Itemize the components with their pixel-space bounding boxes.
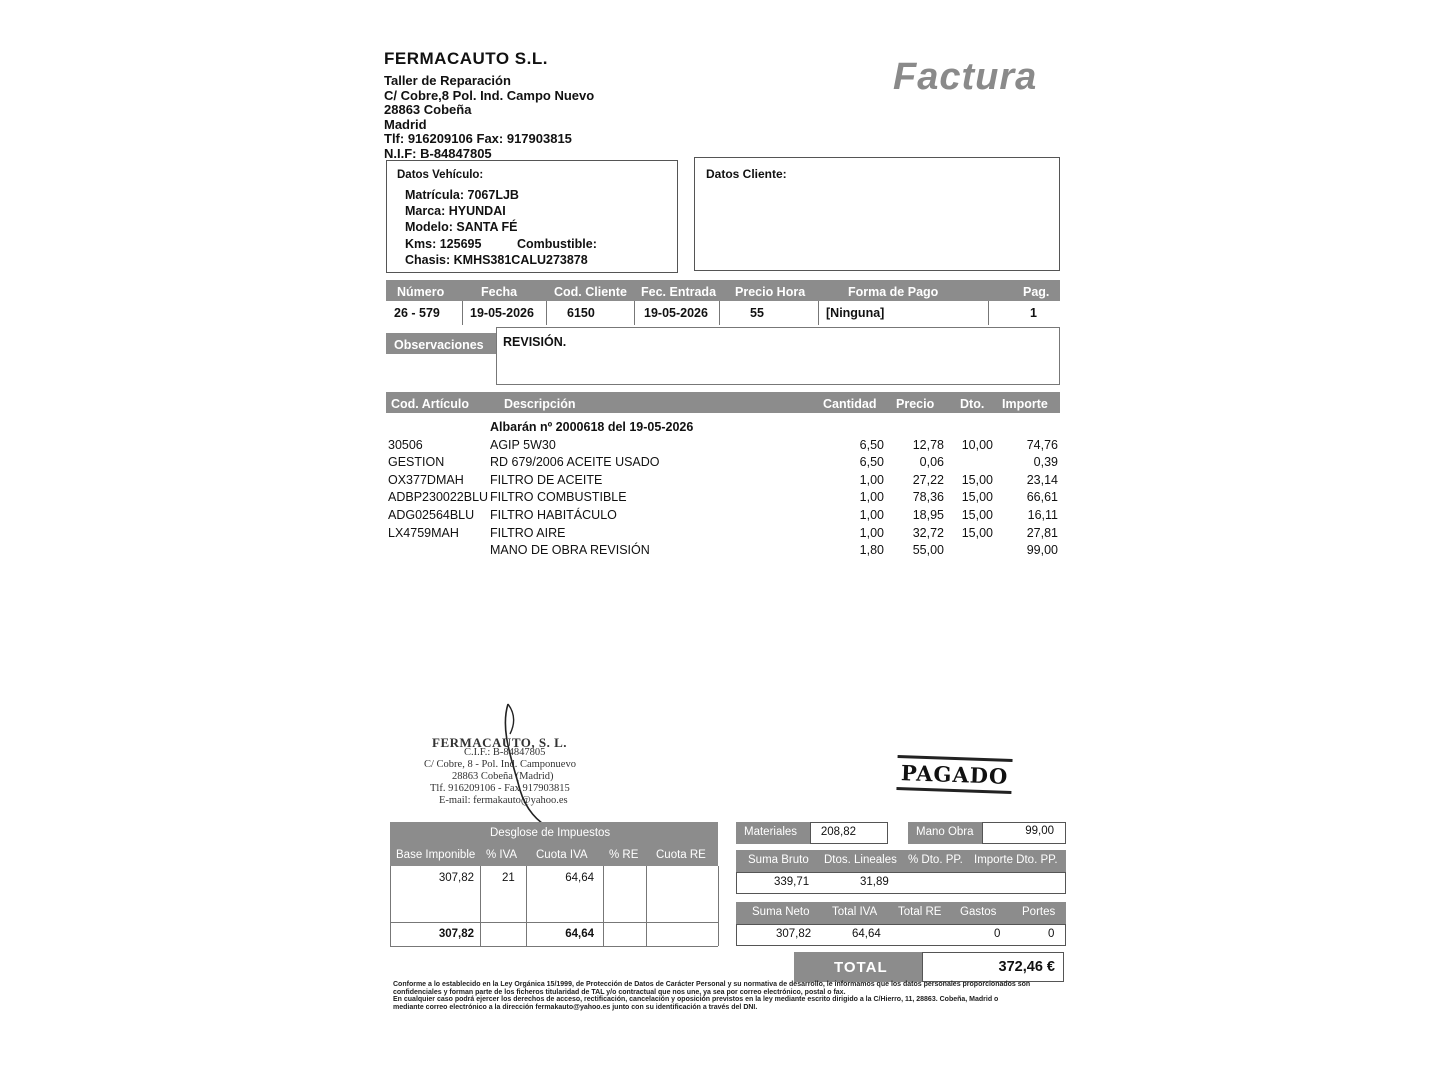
item-desc: RD 679/2006 ACEITE USADO <box>490 455 660 470</box>
legal-line: Conforme a lo establecido en la Ley Orgánica 15/1999, de Protección de Datos de Carácter Personal y su normativa de desarrollo, le informamos que los datos personales proporcionados son <box>393 981 1031 988</box>
item-code: ADBP230022BLU <box>388 490 489 505</box>
tax-header: Cuota RE <box>656 849 706 861</box>
stamp-city: 28863 Cobeña (Madrid) <box>452 771 554 782</box>
header-label: Fec. Entrada <box>641 285 717 299</box>
item-desc: AGIP 5W30 <box>490 437 556 452</box>
items-header-bar <box>386 392 1060 413</box>
summary-header: Importe Dto. PP. <box>974 854 1058 866</box>
summary-header: Gastos <box>960 906 997 918</box>
net-sum: 307,82 <box>776 928 812 940</box>
observations-label: Observaciones <box>394 338 484 352</box>
table-row <box>386 490 1060 508</box>
item-amount: 74,76 <box>1026 437 1058 452</box>
legal-line: En cualquier caso podrá ejercer los derechos de acceso, rectificación, cancelación y oposición previstos en la ley mediante escrito dirigido a la C/Hierro, 11, 28863. Cobeña, Madrid o <box>393 996 999 1004</box>
item-price: 78,36 <box>912 490 944 505</box>
total-label: TOTAL <box>834 959 888 976</box>
item-desc: FILTRO HABITÁCULO <box>490 507 617 522</box>
tax-amount: 64,64 <box>565 872 594 884</box>
item-qty: 6,50 <box>859 437 884 452</box>
item-amount: 66,61 <box>1026 490 1058 505</box>
invoice-header-values <box>386 301 1060 325</box>
table-row <box>386 543 1060 561</box>
col-amount: Importe <box>1002 397 1048 411</box>
item-code: ADG02564BLU <box>388 507 475 522</box>
item-code: GESTION <box>388 455 445 470</box>
client-code: 6150 <box>567 306 595 320</box>
item-amount: 23,14 <box>1026 472 1058 487</box>
item-qty: 1,00 <box>859 490 884 505</box>
vehicle-data-box <box>386 160 678 273</box>
header-label: Precio Hora <box>735 285 806 299</box>
item-qty: 6,50 <box>859 455 884 470</box>
vehicle-plate: Matrícula: 7067LJB <box>405 188 519 202</box>
table-row <box>386 473 1060 491</box>
tax-rate: 21 <box>502 872 515 884</box>
summary-header: Suma Bruto <box>748 854 809 866</box>
summary-header: % Dto. PP. <box>908 854 963 866</box>
col-dto: Dto. <box>960 397 985 411</box>
albaran-text: Albarán nº 2000618 del 19-05-2026 <box>490 420 694 434</box>
item-price: 0,06 <box>919 455 944 470</box>
stamp-cif: C.I.F.: B-84847805 <box>464 747 546 758</box>
gross-sum: 339,71 <box>774 876 810 888</box>
item-dto: 15,00 <box>961 507 993 522</box>
company-line: C/ Cobre,8 Pol. Ind. Campo Nuevo <box>384 87 595 103</box>
tax-base-total: 307,82 <box>438 928 474 940</box>
tax-header: % IVA <box>486 849 518 861</box>
items-list <box>386 420 1060 561</box>
item-price: 32,72 <box>912 525 944 540</box>
page-number: 1 <box>1030 306 1037 320</box>
item-desc: FILTRO COMBUSTIBLE <box>490 490 627 505</box>
tax-header: Cuota IVA <box>536 849 588 861</box>
observations-label-box <box>386 333 496 354</box>
item-price: 12,78 <box>912 437 944 452</box>
item-dto: 15,00 <box>961 525 993 540</box>
tax-title-bar <box>390 822 718 844</box>
line-discounts: 31,89 <box>860 876 889 888</box>
item-desc: MANO DE OBRA REVISIÓN <box>490 543 650 558</box>
observations-text: REVISIÓN. <box>503 335 567 349</box>
header-label: Fecha <box>481 285 518 299</box>
header-label: Pag. <box>1023 285 1050 299</box>
stamp-address: C/ Cobre, 8 - Pol. Ind. Camponuevo <box>424 759 576 770</box>
col-price: Precio <box>896 397 935 411</box>
materials-value: 208,82 <box>820 826 856 838</box>
item-price: 27,22 <box>912 472 944 487</box>
company-line: Madrid <box>384 116 427 132</box>
col-desc: Descripción <box>504 397 576 411</box>
company-line: N.I.F: B-84847805 <box>384 145 492 161</box>
table-row <box>386 508 1060 526</box>
observations-box <box>496 327 1060 385</box>
company-info <box>384 50 594 162</box>
col-qty: Cantidad <box>823 397 877 411</box>
total-value-box <box>922 952 1064 982</box>
summary-header: Dtos. Lineales <box>824 854 897 866</box>
company-line: Tlf: 916209106 Fax: 917903815 <box>384 131 572 147</box>
vehicle-header: Datos Vehículo: <box>397 169 484 181</box>
tax-header: Base Imponible <box>396 849 476 861</box>
signature-icon <box>490 700 560 830</box>
tax-title: Desglose de Impuestos <box>490 827 611 839</box>
legal-notice <box>393 981 1073 1012</box>
tax-base: 307,82 <box>438 872 474 884</box>
summary-area <box>736 820 1066 950</box>
item-amount: 0,39 <box>1033 455 1058 470</box>
company-line: 28863 Cobeña <box>384 102 472 118</box>
vehicle-kms: Kms: 125695 <box>405 237 482 251</box>
labor-value: 99,00 <box>1025 825 1054 837</box>
entry-date: 19-05-2026 <box>644 306 708 320</box>
item-dto: 15,00 <box>961 490 993 505</box>
summary-header: Total RE <box>898 906 942 918</box>
item-dto: 15,00 <box>961 472 993 487</box>
item-price: 55,00 <box>912 543 944 558</box>
summary-header: Portes <box>1022 906 1056 918</box>
table-row <box>386 526 1060 544</box>
albaran-line <box>386 420 1060 438</box>
item-qty: 1,00 <box>859 472 884 487</box>
table-row <box>386 438 1060 456</box>
header-label: Número <box>397 285 445 299</box>
item-code: 30506 <box>388 437 423 452</box>
tax-header: % RE <box>609 849 639 861</box>
expenses: 0 <box>994 928 1001 940</box>
shipping: 0 <box>1048 928 1055 940</box>
item-qty: 1,00 <box>859 507 884 522</box>
stamp-name: FERMACAUTO, S. L. <box>432 735 568 750</box>
header-label: Forma de Pago <box>848 285 939 299</box>
company-name: FERMACAUTO S.L. <box>384 49 548 68</box>
client-header: Datos Cliente: <box>706 167 787 181</box>
hour-price: 55 <box>750 306 764 320</box>
invoice-date: 19-05-2026 <box>470 306 534 320</box>
item-qty: 1,80 <box>859 543 884 558</box>
item-code: OX377DMAH <box>388 472 464 487</box>
item-desc: FILTRO DE ACEITE <box>490 472 603 487</box>
item-price: 18,95 <box>912 507 944 522</box>
tax-breakdown <box>390 822 720 946</box>
invoice-number: 26 - 579 <box>394 306 440 320</box>
summary-header: Total IVA <box>832 906 878 918</box>
vehicle-make: Marca: HYUNDAI <box>405 204 506 218</box>
payment-method: [Ninguna] <box>826 306 885 320</box>
header-label: Cod. Cliente <box>554 285 627 299</box>
item-qty: 1,00 <box>859 525 884 540</box>
stamp-phones: Tlf. 916209106 - Fax 917903815 <box>430 783 570 794</box>
labor-label: Mano Obra <box>908 822 982 844</box>
tax-amount-total: 64,64 <box>565 928 594 940</box>
legal-line: confidenciales y forman parte de los ficheros titularidad de TAL y/o contractual que nos une, ya sea por correo electrónico, postal o fax. <box>393 988 846 996</box>
paid-stamp: PAGADO <box>896 755 1012 794</box>
item-dto: 10,00 <box>961 437 993 452</box>
col-code: Cod. Artículo <box>391 397 470 411</box>
tax-headers <box>390 844 718 866</box>
client-data-box <box>694 157 1060 271</box>
materials-label: Materiales <box>736 822 810 844</box>
item-desc: FILTRO AIRE <box>490 525 566 540</box>
total-value: 372,46 € <box>998 959 1055 975</box>
vehicle-chassis: Chasis: KMHS381CALU273878 <box>405 253 588 267</box>
total-iva: 64,64 <box>852 928 881 940</box>
summary-header: Suma Neto <box>752 906 810 918</box>
table-row <box>386 455 1060 473</box>
item-code: LX4759MAH <box>388 525 459 540</box>
total-label-box <box>794 952 922 982</box>
vehicle-model: Modelo: SANTA FÉ <box>405 220 518 234</box>
invoice-header-bar <box>386 280 1060 301</box>
company-line: Taller de Reparación <box>384 73 511 88</box>
legal-line: mediante correo electrónico a la dirección fermakauto@yahoo.es junto con su identificación a través del DNI. <box>393 1004 758 1012</box>
item-amount: 27,81 <box>1026 525 1058 540</box>
item-amount: 16,11 <box>1027 507 1058 522</box>
stamp-email: E-mail: fermakauto@yahoo.es <box>439 795 568 806</box>
vehicle-fuel: Combustible: <box>517 237 597 251</box>
item-amount: 99,00 <box>1026 543 1058 558</box>
document-title: Factura <box>893 56 1038 98</box>
